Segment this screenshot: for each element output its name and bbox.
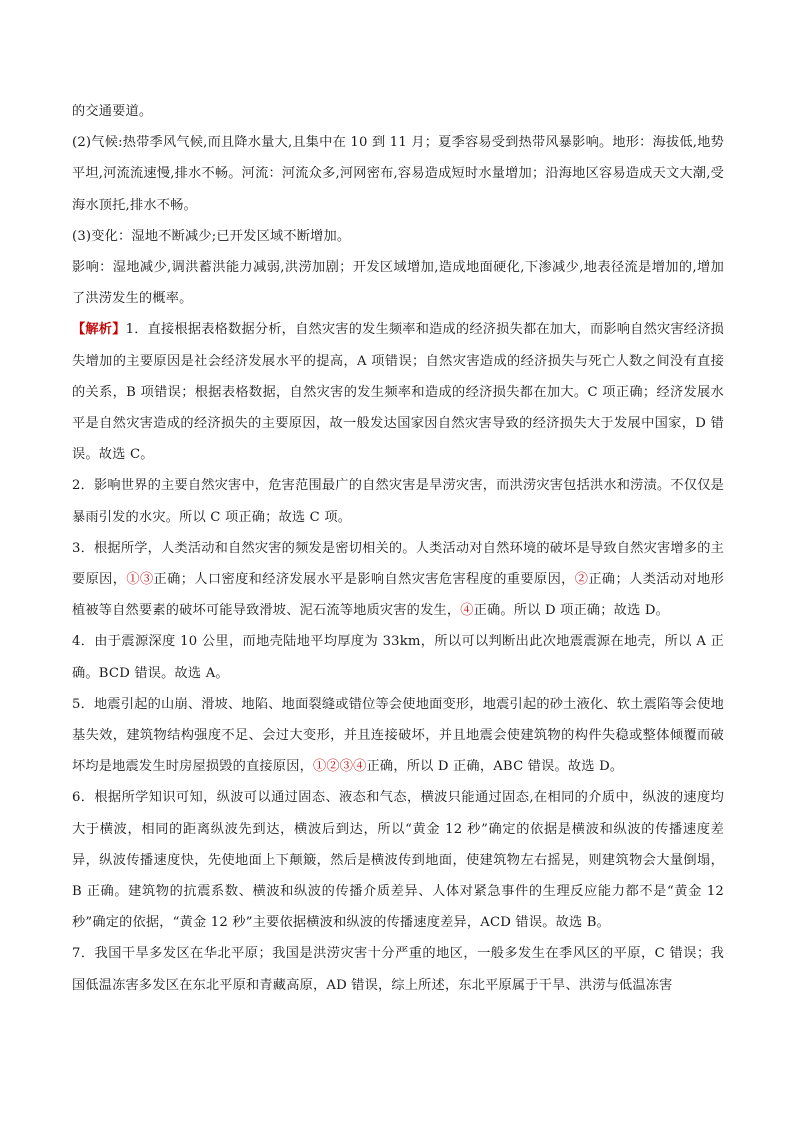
answer-part-3-impact: 影响：湿地减少,调洪蓄洪能力减弱,洪涝加剧；开发区域增加,造成地面硬化,下渗减少,地表径流是增加的,增加了洪涝发生的概率。 (72, 260, 724, 307)
circled-number-4: ④ (460, 603, 474, 619)
analysis-item-3-text-a: 3．根据所学，人类活动和自然灾害的频发是密切相关的。人类活动对自然环境的破坏是导致自然灾害增多的主要原因， (72, 540, 724, 588)
analysis-item-5 (72, 689, 724, 783)
analysis-item-5-text-b: 正确，所以 D 正确，ABC 错误。故选 D。 (366, 759, 624, 775)
analysis-item-7: 7．我国干旱多发区在华北平原；我国是洪涝灾害十分严重的地区，一般多发生在季风区的平原，C 错误；我国低温冻害多发区在东北平原和青藏高原，AD 错误，综上所述，东北平原属于干旱、洪涝与低温冻害 (72, 946, 724, 993)
circled-numbers-1-4: ①②③④ (312, 759, 367, 775)
analysis-item-5-text-a: 5．地震引起的山崩、滑坡、地陷、地面裂缝或错位等会使地面变形，地震引起的砂土液化、软土震陷等会使地基失效，建筑物结构强度不足、会过大变形，并且连接破坏，并且地震会使建筑物的构件失稳或整体倾覆而破坏均是地震发生时房屋损毁的直接原因， (72, 696, 724, 775)
analysis-item-4: 4．由于震源深度 10 公里，而地壳陆地平均厚度为 33km，所以可以判断出此次地震震源在地壳，所以 A 正确。BCD 错误。故选 A。 (72, 634, 724, 681)
circled-numbers-1-3: ①③ (126, 572, 154, 588)
analysis-item-3-text-c: 正确；人类活动对地形植被等自然要素的破坏可能导致滑坡、泥石流等地质灾害的发生， (72, 572, 725, 619)
analysis-item-3-text-d: 正确。所以 D 项正确；故选 D。 (473, 603, 670, 619)
answer-continuation: 的交通要道。 (72, 104, 153, 119)
page-content (72, 96, 724, 1001)
analysis-item-3 (72, 533, 724, 627)
analysis-item-1-text: 1．直接根据表格数据分析，自然灾害的发生频率和造成的经济损失都在加大，而影响自然灾害经济损失增加的主要原因是社会经济发展水平的提高，A 项错误；自然灾害造成的经济损失与死亡人数之间没有直接的关系，B 项错误；根据表格数据，自然灾害的发生频率和造成的经济损失都在加大。C 项正确；经济发展水平是自然灾害造成的经济损失的主要原因，故一般发达国家因自然灾害导致的经济损失大于发展中国家，D 错误。故选 C。 (72, 322, 724, 463)
answer-part-3-change: (3)变化：湿地不断减少;已开发区域不断增加。 (72, 228, 351, 244)
answer-part-2: (2)气候:热带季风气候,而且降水量大,且集中在 10 到 11 月；夏季容易受到热带风暴影响。地形：海拔低,地势平坦,河流流速慢,排水不畅。河流：河流众多,河网密布,容易造成短时水量增加；沿海地区容易造成天文大潮,受海水顶托,排水不畅。 (72, 135, 724, 213)
analysis-item-3-text-b: 正确；人口密度和经济发展水平是影响自然灾害危害程度的重要原因， (153, 572, 575, 588)
analysis-item-2: 2．影响世界的主要自然灾害中，危害范围最广的自然灾害是旱涝灾害，而洪涝灾害包括洪水和涝渍。不仅仅是暴雨引发的水灾。所以 C 项正确；故选 C 项。 (72, 478, 724, 525)
analysis-item-1 (72, 314, 724, 470)
circled-number-2: ② (574, 572, 589, 588)
analysis-tag: 【解析】 (72, 322, 126, 338)
analysis-item-6: 6．根据所学知识可知，纵波可以通过固态、液态和气态，横波只能通过固态,在相同的介质中，纵波的速度均大于横波，相同的距离纵波先到达，横波后到达，所以“黄金 12 秒”确定的依据是横波和纵波的传播速度差异，纵波传播速度快，先使地面上下颠簸，然后是横波传到地面，使建筑物左右摇晃，则建筑物会大量倒塌，B 正确。建筑物的抗震系数、横波和纵波的传播介质差异、人体对紧急事件的生理反应能力都不是“黄金 12 秒”确定的依据，“黄金 12 秒”主要依据横波和纵波的传播速度差异，ACD 错误。故选 B。 (72, 790, 724, 931)
